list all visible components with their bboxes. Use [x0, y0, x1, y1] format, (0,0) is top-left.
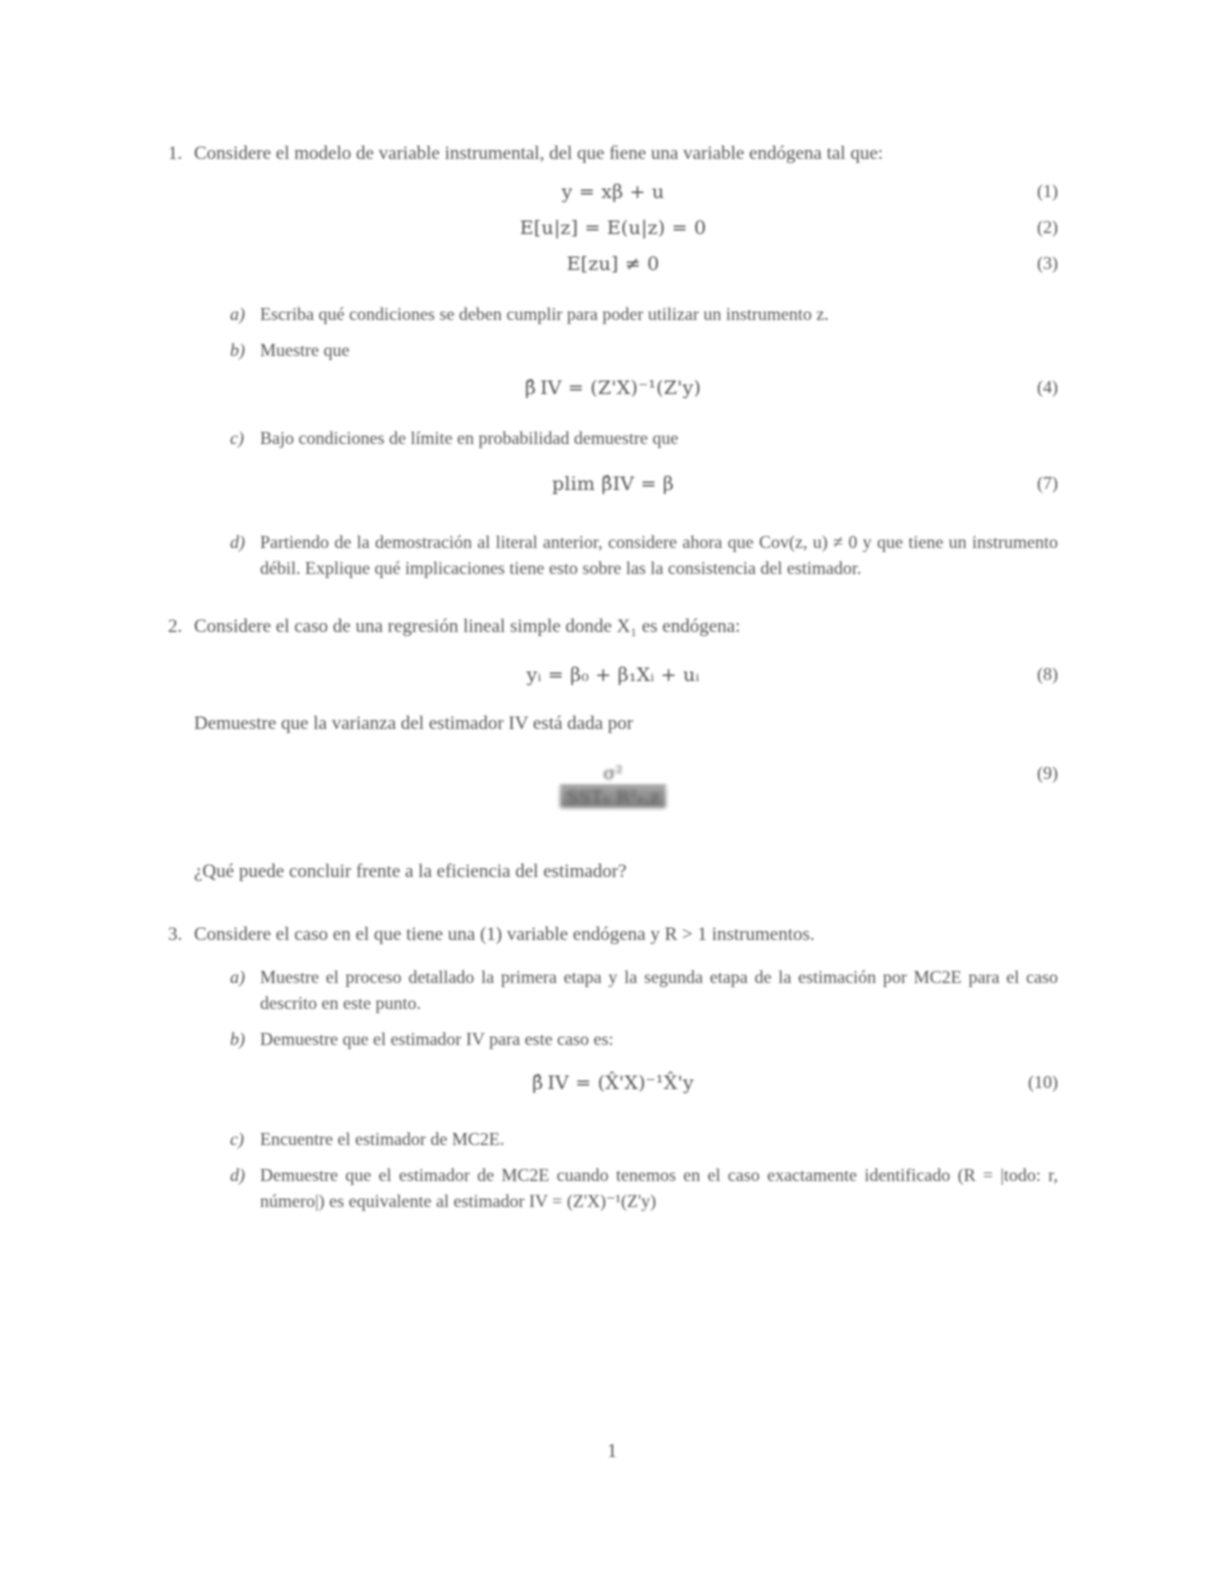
- sub-item: [230, 964, 1058, 1016]
- sub-item-label: d): [230, 1165, 245, 1185]
- item-question: ¿Qué puede concluir frente a la eficiencia del estimador?: [194, 861, 627, 882]
- numbered-item: [168, 613, 1058, 640]
- sub-item-label: a): [230, 304, 245, 324]
- sub-item-text: Demuestre que el estimador de MC2E cuando tenemos en el caso exactamente identificado (R = |todo: r, número|) es equivalente al estimador IV = (Z'X)⁻¹(Z'y): [260, 1165, 1058, 1211]
- sub-item-text: Partiendo de la demostración al literal anterior, considere ahora que Cov(z, u) ≠ 0 y que tiene un instrumento débil. Explique qué implicaciones tiene esto sobre las la consistencia del estimador.: [260, 532, 1058, 578]
- sub-item-label: b): [230, 340, 245, 360]
- equation-body: yᵢ = β₀ + β₁Xᵢ + uᵢ: [526, 664, 700, 686]
- sub-item-label: c): [230, 428, 244, 448]
- numbered-item: [168, 921, 1058, 948]
- sub-item-list: [230, 964, 1058, 1052]
- equation-number: (7): [1037, 473, 1058, 493]
- sub-item-list: [230, 1126, 1058, 1214]
- sub-item-text: Demuestre que el estimador IV para este caso es:: [260, 1029, 614, 1049]
- sub-item: [230, 1162, 1058, 1214]
- equation-row: [168, 1072, 1058, 1094]
- sub-item: [230, 337, 1058, 363]
- item-paragraph: Demuestre que la varianza del estimador IV está dada por: [194, 713, 634, 734]
- equation-number: (1): [1037, 181, 1058, 201]
- sub-item-text: Encuentre el estimador de MC2E.: [260, 1129, 505, 1149]
- equation-body: E[zu] ≠ 0: [566, 253, 660, 275]
- equation-row: [168, 664, 1058, 686]
- item-number: 3.: [168, 924, 183, 945]
- item-intro-text: Considere el caso en el que tiene una (1) variable endógena y R > 1 instrumentos.: [194, 924, 815, 945]
- sub-item-label: d): [230, 532, 245, 552]
- equation-row: [168, 377, 1058, 399]
- equation-body: β̂ IV = (X̂'X)⁻¹X̂'y: [532, 1072, 694, 1094]
- sub-item: [230, 529, 1058, 581]
- equation-number: (9): [1037, 763, 1058, 783]
- equation-body: plim β̂IV = β: [552, 473, 674, 495]
- equation-number: (10): [1028, 1072, 1058, 1092]
- item-intro-text: Considere el caso de una regresión lineal simple donde X₁ es endógena:: [194, 616, 741, 637]
- equation-number: (4): [1037, 377, 1058, 397]
- sub-item-label: a): [230, 967, 245, 987]
- sub-item-text: Muestre el proceso detallado la primera etapa y la segunda etapa de la estimación por MC2E para el caso descrito en este punto.: [260, 967, 1058, 1013]
- item-number: 1.: [168, 143, 183, 164]
- sub-item-text: Muestre que: [260, 340, 350, 360]
- equation-row: [168, 217, 1058, 239]
- sub-item: [230, 301, 1058, 327]
- numbered-item: [168, 140, 1058, 167]
- equation-number: (2): [1037, 217, 1058, 237]
- sub-item-text: Bajo condiciones de límite en probabilidad demuestre que: [260, 428, 679, 448]
- sub-item-text: Escriba qué condiciones se deben cumplir para poder utilizar un instrumento z.: [260, 304, 829, 324]
- equation-row: [168, 253, 1058, 275]
- item-number: 2.: [168, 616, 183, 637]
- equation-row: [168, 763, 1058, 808]
- sub-item-list: [230, 529, 1058, 581]
- sub-item: [230, 425, 1058, 451]
- item-intro-text: Considere el modelo de variable instrumental, del que ﬁene una variable endógena tal que:: [194, 143, 884, 164]
- document-body: [168, 140, 1058, 1224]
- sub-item-list: [230, 301, 1058, 363]
- sub-item: [230, 1126, 1058, 1152]
- page-number: 1: [607, 1440, 617, 1462]
- equation-body: y = xβ + u: [561, 181, 665, 203]
- sub-item: [230, 1026, 1058, 1052]
- equation-body: β̂ IV = (Z'X)⁻¹(Z'y): [524, 377, 702, 399]
- equation-row: [168, 181, 1058, 203]
- fraction-numerator: σ²: [603, 763, 623, 784]
- sub-item-label: c): [230, 1129, 244, 1149]
- sub-item-list: [230, 425, 1058, 451]
- equation-body: E[u|z] = E(u|z) = 0: [519, 217, 707, 239]
- equation-row: [168, 473, 1058, 495]
- equation-number: (3): [1037, 253, 1058, 273]
- sub-item-label: b): [230, 1029, 245, 1049]
- fraction-denominator: SSTₓ R²ₓ,z: [560, 786, 665, 808]
- fraction-expression: [560, 763, 665, 808]
- equation-number: (8): [1037, 664, 1058, 684]
